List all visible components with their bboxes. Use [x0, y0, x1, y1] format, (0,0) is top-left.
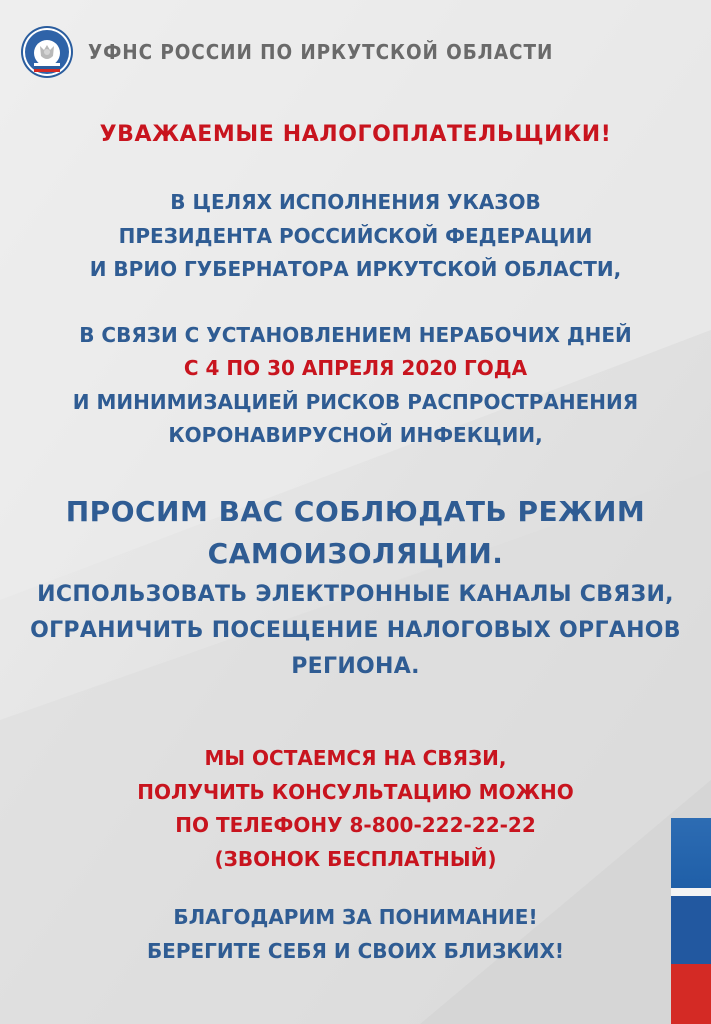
- page-title: УВАЖАЕМЫЕ НАЛОГОПЛАТЕЛЬЩИКИ!: [99, 122, 612, 147]
- closing-line-1: БЛАГОДАРИМ ЗА ПОНИМАНИЕ!: [173, 905, 538, 929]
- flag-stripe: [671, 818, 711, 1024]
- context-line-3: И МИНИМИЗАЦИЕЙ РИСКОВ РАСПРОСТРАНЕНИЯ: [72, 390, 639, 414]
- header: [20, 22, 594, 82]
- context-line-4: КОРОНАВИРУСНОЙ ИНФЕКЦИИ,: [168, 423, 543, 447]
- intro-line-1: В ЦЕЛЯХ ИСПОЛНЕНИЯ УКАЗОВ: [170, 190, 541, 214]
- request-line-5: РЕГИОНА.: [291, 654, 420, 679]
- intro-line-2: ПРЕЗИДЕНТА РОССИЙСКОЙ ФЕДЕРАЦИИ: [118, 224, 593, 248]
- closing-line-2: БЕРЕГИТЕ СЕБЯ И СВОИХ БЛИЗКИХ!: [146, 939, 565, 963]
- contact-line-1: МЫ ОСТАЕМСЯ НА СВЯЗИ,: [204, 746, 507, 770]
- contact-free-call: (ЗВОНОК БЕСПЛАТНЫЙ): [214, 847, 497, 871]
- organization-name: УФНС РОССИИ ПО ИРКУТСКОЙ ОБЛАСТИ: [88, 40, 554, 64]
- contact-line-2: ПОЛУЧИТЬ КОНСУЛЬТАЦИЮ МОЖНО: [137, 780, 574, 804]
- contact-phone: ПО ТЕЛЕФОНУ 8-800-222-22-22: [175, 813, 536, 837]
- request-heading-line-1: ПРОСИМ ВАС СОБЛЮДАТЬ РЕЖИМ: [65, 495, 646, 528]
- request-line-3: ИСПОЛЬЗОВАТЬ ЭЛЕКТРОННЫЕ КАНАЛЫ СВЯЗИ,: [37, 582, 674, 607]
- context-dates: С 4 ПО 30 АПРЕЛЯ 2020 ГОДА: [183, 356, 528, 380]
- fns-emblem-icon: [20, 25, 74, 79]
- request-line-4: ОГРАНИЧИТЬ ПОСЕЩЕНИЕ НАЛОГОВЫХ ОРГАНОВ: [30, 618, 681, 643]
- request-heading-line-2: САМОИЗОЛЯЦИИ.: [207, 537, 504, 570]
- context-line-1: В СВЯЗИ С УСТАНОВЛЕНИЕМ НЕРАБОЧИХ ДНЕЙ: [79, 323, 632, 347]
- intro-line-3: И ВРИО ГУБЕРНАТОРА ИРКУТСКОЙ ОБЛАСТИ,: [89, 257, 622, 281]
